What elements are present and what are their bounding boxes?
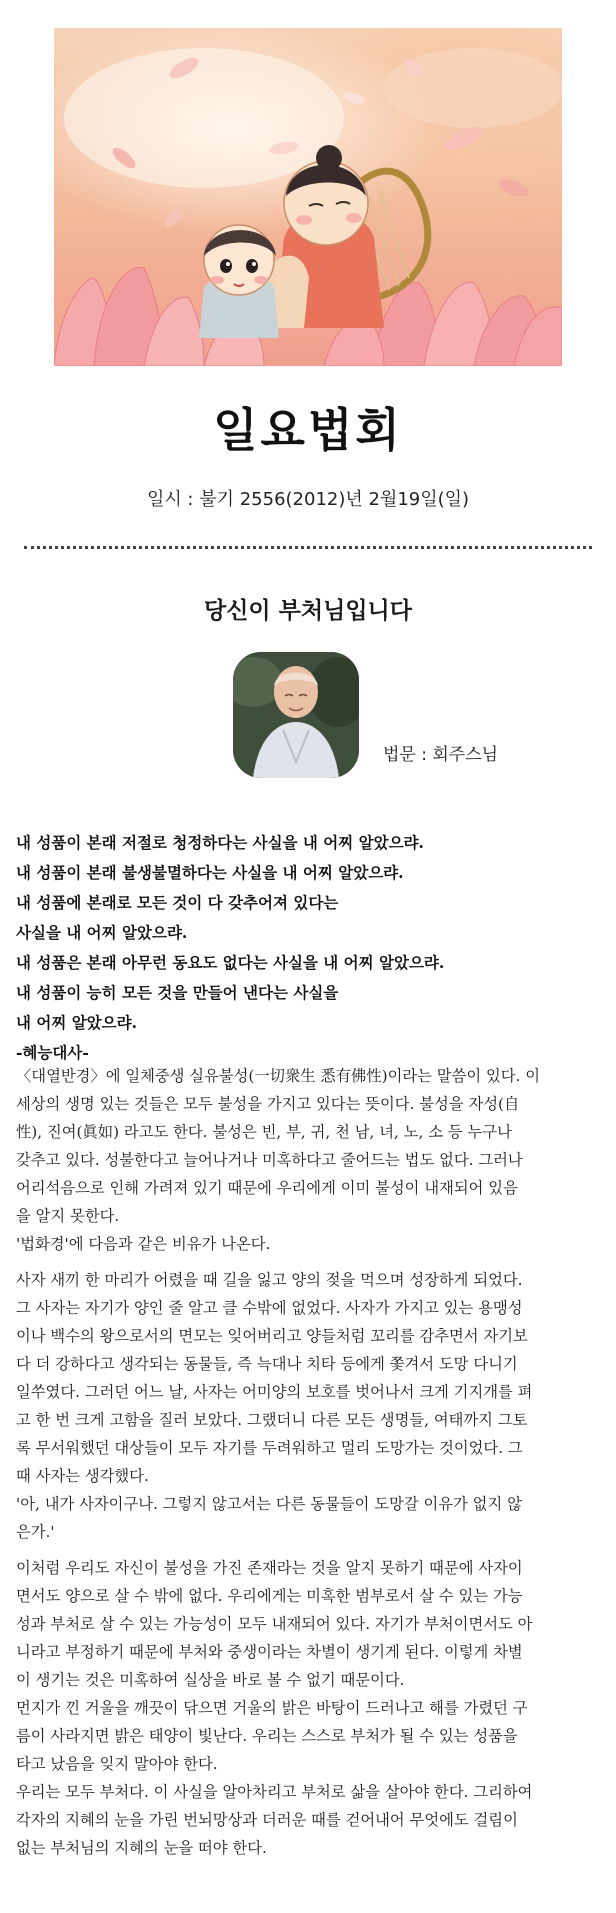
verse-line: 사실을 내 어찌 알았으랴. [16, 923, 188, 942]
verse-line: 내 성품이 본래 불생불멸하다는 사실을 내 어찌 알았으랴. [16, 863, 404, 882]
body-line: 니라고 부정하기 때문에 부처와 중생이라는 차별이 생기게 된다. 이렇게 차별 [16, 1643, 523, 1661]
body-line: 은가.' [16, 1523, 55, 1541]
body-line: 그 사자는 자기가 양인 줄 알고 클 수밖에 없었다. 사자가 가지고 있는 용맹성 [16, 1299, 523, 1317]
page-title: 일요법회 [213, 403, 403, 457]
sermon-body [16, 1062, 600, 1862]
verse-line: 내 성품이 본래 저절로 청정하다는 사실을 내 어찌 알았으랴. [16, 833, 424, 852]
paragraph-gap [16, 1546, 600, 1554]
body-line: 사자 새끼 한 마리가 어렸을 때 길을 잃고 양의 젖을 먹으며 성장하게 되었다. [16, 1271, 523, 1289]
body-line: 이 생기는 것은 미혹하여 실상을 바로 볼 수 없기 때문이다. [16, 1671, 405, 1689]
body-line: 면서도 양으로 살 수 밖에 없다. 우리에게는 미혹한 범부로서 살 수 있는 가능 [16, 1587, 523, 1605]
verse-attribution: -혜능대사- [16, 1043, 89, 1062]
speaker-label: 법문 : 회주스님 [383, 745, 499, 765]
speaker-photo [233, 652, 359, 778]
body-line: 갖추고 있다. 성불한다고 늘어나거나 미혹하다고 줄어드는 법도 없다. 그러나 [16, 1151, 523, 1169]
body-line: 일쑤였다. 그러던 어느 날, 사자는 어미양의 보호를 벗어나서 크게 기지개를 펴 [16, 1383, 533, 1401]
body-line: '법화경'에 다음과 같은 비유가 나온다. [16, 1235, 271, 1253]
body-line: 때 사자는 생각했다. [16, 1467, 149, 1485]
body-line: 다 더 강하다고 생각되는 동물들, 즉 늑대나 치타 등에게 쫓겨서 도망 다니기 [16, 1355, 518, 1373]
body-line: '아, 내가 사자이구나. 그렇지 않고서는 다른 동물들이 도망갈 이유가 없지 않 [16, 1495, 522, 1513]
banner-artwork [54, 28, 562, 366]
body-line: 없는 부처님의 지혜의 눈을 떠야 한다. [16, 1839, 267, 1857]
sermon-title: 당신이 부처님입니다 [204, 598, 412, 624]
body-line: 타고 났음을 잊지 말아야 한다. [16, 1755, 218, 1773]
body-line: 록 무서워했던 대상들이 모두 자기를 두려워하고 멀리 도망가는 것이었다. 그 [16, 1439, 523, 1457]
body-line: 性), 진여(眞如) 라고도 한다. 불성은 빈, 부, 귀, 천 남, 녀, 노, 소 등 누구나 [16, 1123, 512, 1141]
verse-line: 내 성품은 본래 아무런 동요도 없다는 사실을 내 어찌 알았으랴. [16, 953, 445, 972]
verse-block [16, 828, 576, 1068]
banner-illustration [54, 28, 562, 366]
body-line: 〈대열반경〉에 일체중생 실유불성(一切衆生 悉有佛性)이라는 말씀이 있다. 이 [16, 1067, 541, 1085]
body-line: 먼지가 낀 거울을 깨끗이 닦으면 거울의 밝은 바탕이 드러나고 해를 가렸던 구 [16, 1699, 528, 1717]
body-line: 이처럼 우리도 자신이 불성을 가진 존재라는 것을 알지 못하기 때문에 사자이 [16, 1559, 523, 1577]
verse-line: 내 성품이 능히 모든 것을 만들어 낸다는 사실을 [16, 983, 339, 1002]
body-line: 세상의 생명 있는 것들은 모두 불성을 가지고 있다는 뜻이다. 불성을 자성(自 [16, 1095, 520, 1113]
event-date: 일시 : 불기 2556(2012)년 2월19일(일) [146, 489, 470, 510]
dotted-divider [24, 546, 592, 549]
body-line: 이나 백수의 왕으로서의 면모는 잊어버리고 양들처럼 꼬리를 감추면서 자기보 [16, 1327, 528, 1345]
body-line: 성과 부처로 살 수 있는 가능성이 모두 내재되어 있다. 자기가 부처이면서도 아 [16, 1615, 533, 1633]
body-line: 고 한 번 크게 고함을 질러 보았다. 그랬더니 다른 모든 생명들, 여태까지 그토 [16, 1411, 528, 1429]
body-line: 우리는 모두 부처다. 이 사실을 알아차리고 부처로 삶을 살아야 한다. 그리하여 [16, 1783, 533, 1801]
verse-line: 내 어찌 알았으랴. [16, 1013, 138, 1032]
verse-line: 내 성품에 본래로 모든 것이 다 갖추어져 있다는 [16, 893, 339, 912]
body-line: 을 알지 못한다. [16, 1207, 120, 1225]
body-line: 어리석음으로 인해 가려져 있기 때문에 우리에게 이미 불성이 내재되어 있음 [16, 1179, 518, 1197]
body-line: 름이 사라지면 밝은 태양이 빛난다. 우리는 스스로 부처가 될 수 있는 성품을 [16, 1727, 518, 1745]
body-line: 각자의 지혜의 눈을 가린 번뇌망상과 더러운 때를 걷어내어 무엇에도 걸림이 [16, 1811, 518, 1829]
speaker-portrait [233, 652, 359, 778]
paragraph-gap [16, 1258, 600, 1266]
